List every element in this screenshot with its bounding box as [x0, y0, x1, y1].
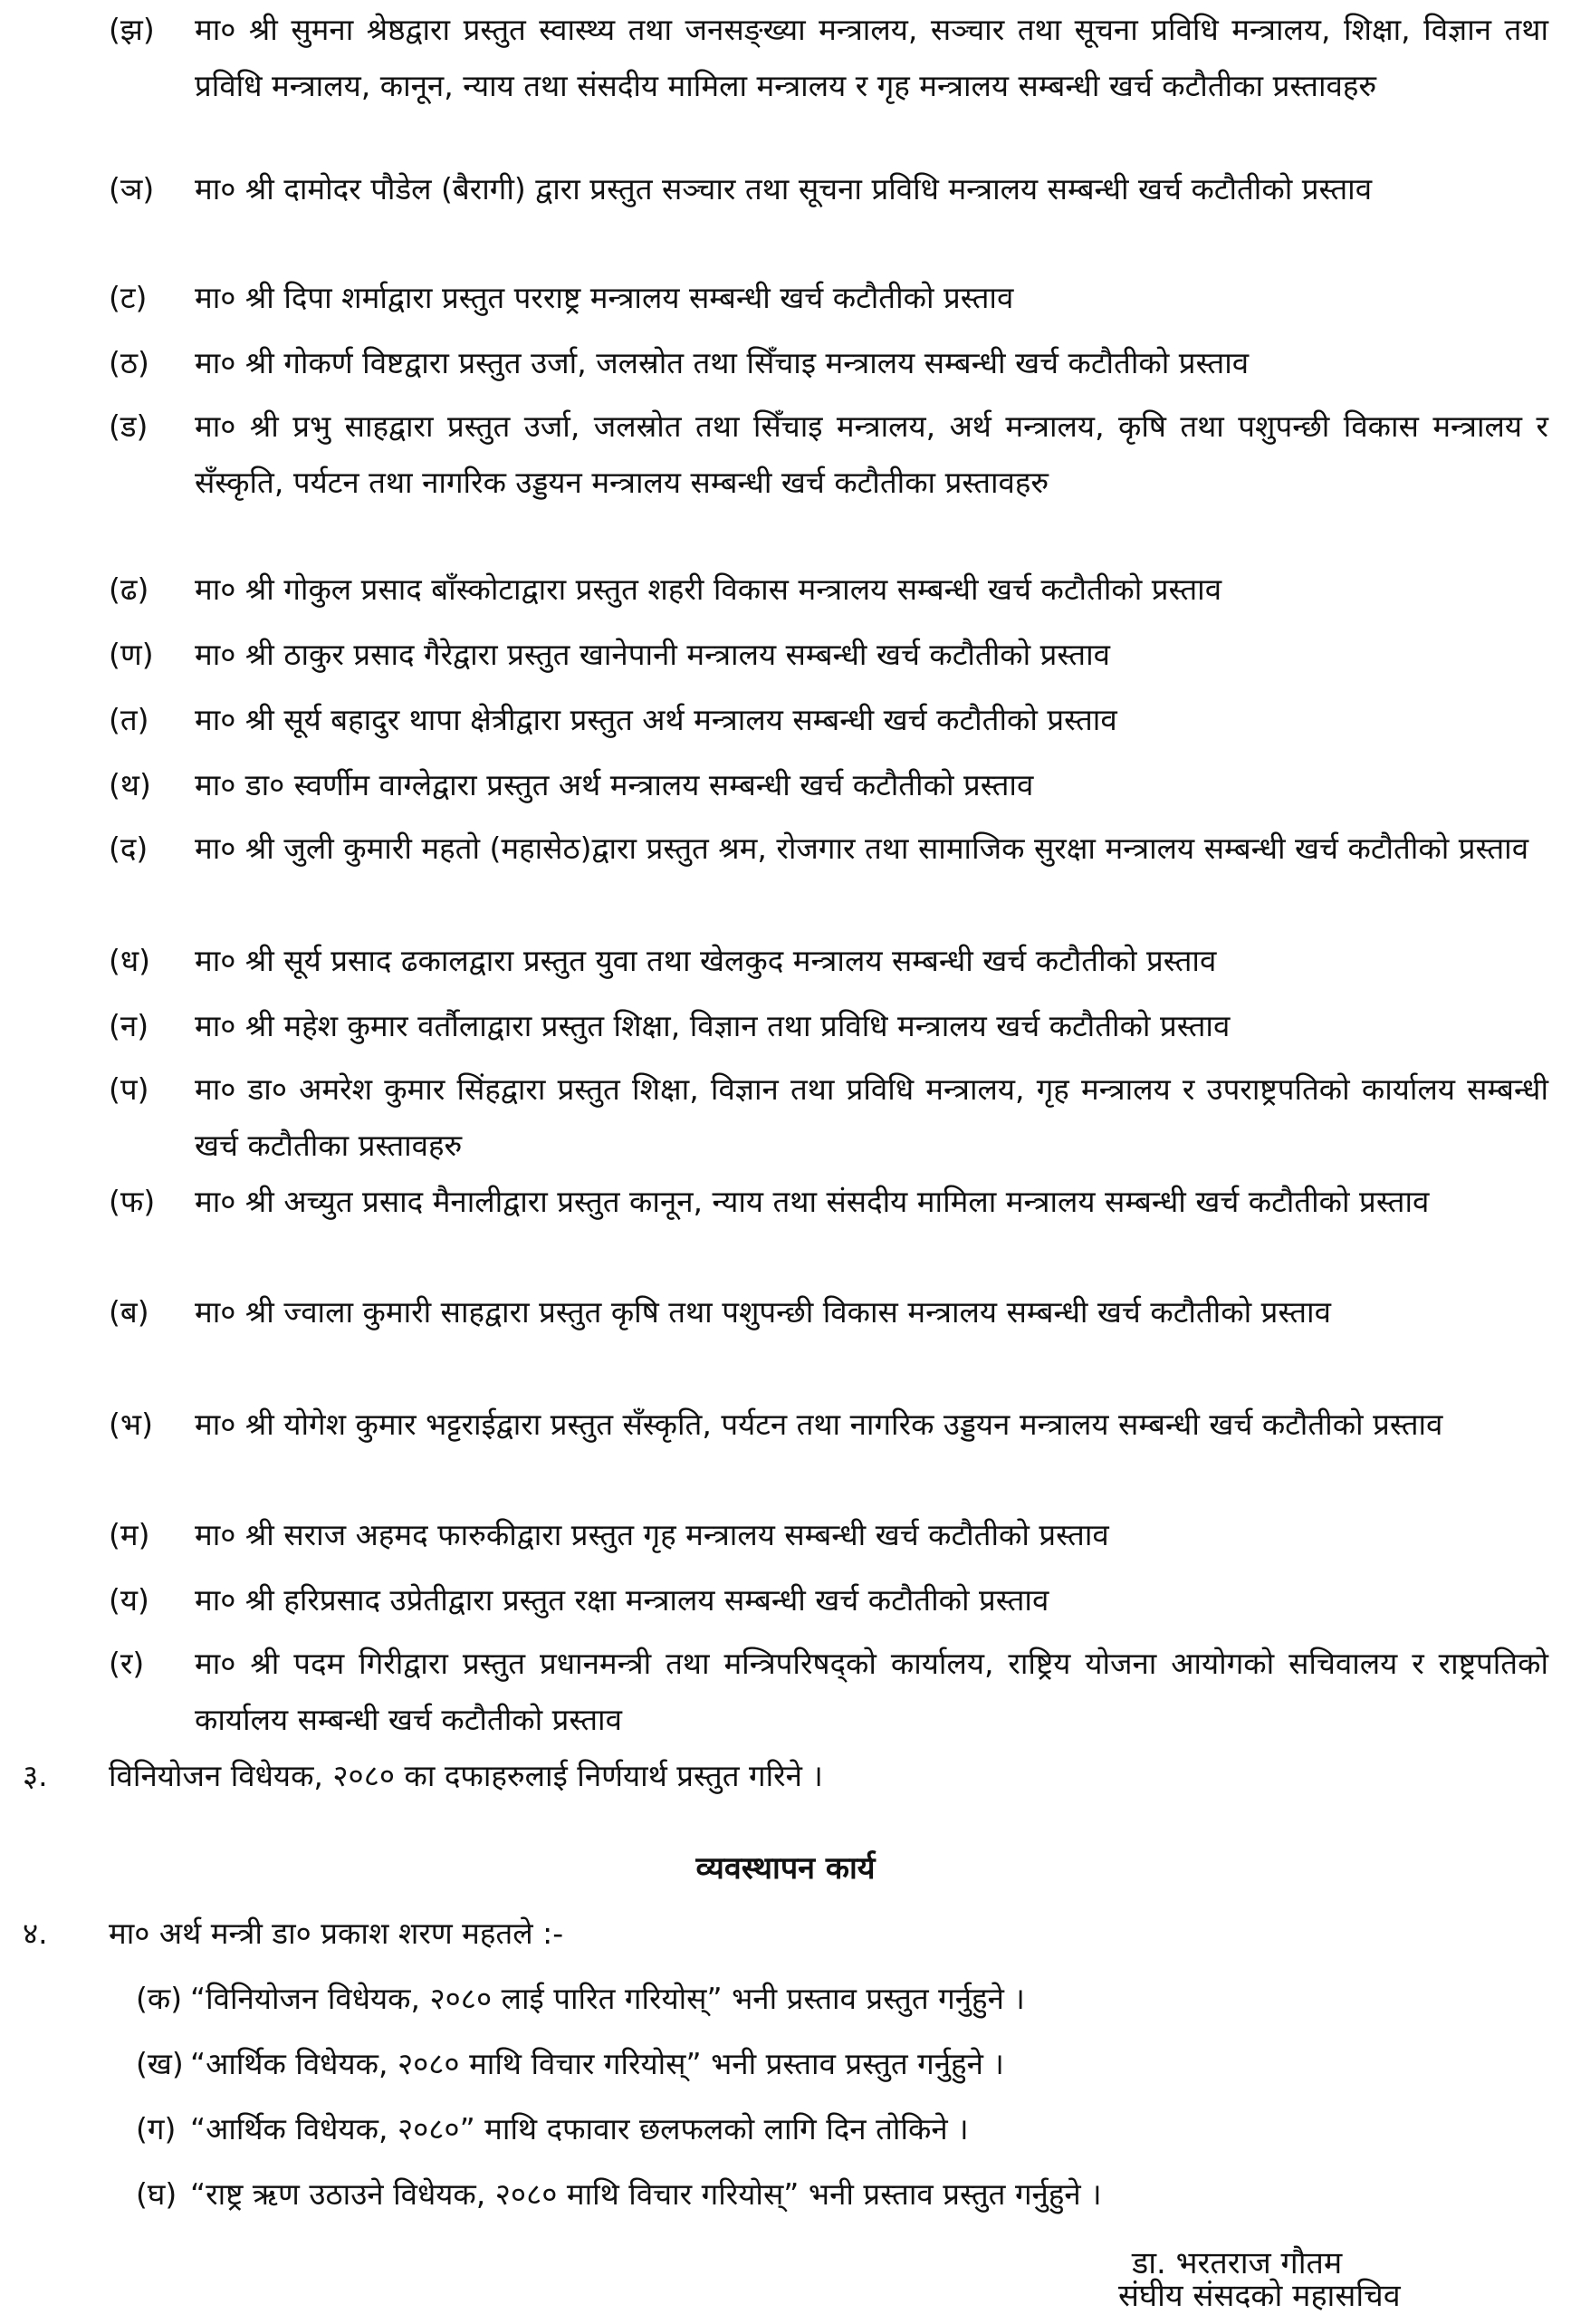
proposal-label: (थ)	[109, 767, 151, 802]
sub-item	[136, 1971, 1548, 2027]
proposal-text: मा० श्री योगेश कुमार भट्टराईद्वारा प्रस्तुत सँस्कृति, पर्यटन तथा नागरिक उड्डयन मन्त्रालय सम्बन्धी खर्च कटौतीको प्रस्ताव	[195, 1407, 1443, 1442]
proposal-label: (त)	[109, 702, 149, 737]
agenda-item-text: विनियोजन विधेयक, २०८० का दफाहरुलाई निर्णयार्थ प्रस्तुत गरिने ।	[109, 1758, 823, 1793]
proposal-label: (न)	[109, 1008, 149, 1043]
proposal-text: मा० श्री सराज अहमद फारुकीद्वारा प्रस्तुत गृह मन्त्रालय सम्बन्धी खर्च कटौतीको प्रस्ताव	[195, 1517, 1109, 1552]
sub-item-label: (घ)	[136, 2176, 177, 2212]
proposal-text: मा० श्री गोकर्ण विष्टद्वारा प्रस्तुत उर्जा, जलस्रोत तथा सिँचाइ मन्त्रालय सम्बन्धी खर्च कटौतीको प्रस्ताव	[195, 345, 1250, 380]
proposal-text: मा० श्री सूर्य बहादुर थापा क्षेत्रीद्वारा प्रस्तुत अर्थ मन्त्रालय सम्बन्धी खर्च कटौतीको प्रस्ताव	[195, 702, 1117, 737]
sub-item-text: “विनियोजन विधेयक, २०८० लाई पारित गरियोस्” भनी प्रस्ताव प्रस्तुत गर्नुहुने ।	[190, 1981, 1025, 2016]
proposal-label: (ड)	[109, 408, 148, 444]
sub-item	[136, 2036, 1548, 2092]
proposal-text: मा० श्री अच्युत प्रसाद मैनालीद्वारा प्रस्तुत कानून, न्याय तथा संसदीय मामिला मन्त्रालय सम्बन्धी खर्च कटौतीको प्रस्ताव	[195, 1184, 1430, 1219]
proposal-text: मा० श्री महेश कुमार वर्तौलाद्वारा प्रस्तुत शिक्षा, विज्ञान तथा प्रविधि मन्त्रालय खर्च कटौतीको प्रस्ताव	[195, 1008, 1231, 1043]
proposal-label: (द)	[109, 831, 148, 866]
proposal-text: मा० श्री दामोदर पौडेल (बैरागी) द्वारा प्रस्तुत सञ्चार तथा सूचना प्रविधि मन्त्रालय सम्बन्धी खर्च कटौतीको प्रस्ताव	[195, 171, 1373, 206]
proposal-label: (ध)	[109, 943, 151, 978]
sub-item-text: “आर्थिक विधेयक, २०८० माथि विचार गरियोस्” भनी प्रस्ताव प्रस्तुत गर्नुहुने ।	[190, 2046, 1004, 2081]
sub-item-label: (क)	[136, 1981, 183, 2016]
section-heading: व्यवस्थापन कार्य	[695, 1850, 876, 1887]
proposal-label: (ठ)	[109, 345, 149, 380]
proposal-text: मा० श्री पदम गिरीद्वारा प्रस्तुत प्रधानमन्त्री तथा मन्त्रिपरिषद्को कार्यालय, राष्ट्रिय योजना आयोगको सचिवालय र राष्ट्रपतिको कार्यालय सम्बन्धी खर्च कटौतीको प्रस्ताव	[195, 1646, 1548, 1737]
proposal-label: (ञ)	[109, 171, 155, 206]
proposal-text: मा० श्री सूर्य प्रसाद ढकालद्वारा प्रस्तुत युवा तथा खेलकुद मन्त्रालय सम्बन्धी खर्च कटौतीको प्रस्ताव	[195, 943, 1217, 978]
proposal-label: (र)	[109, 1646, 145, 1681]
sub-item	[136, 2101, 1548, 2157]
proposal-text: मा० श्री सुमना श्रेष्ठद्वारा प्रस्तुत स्वास्थ्य तथा जनसङ्ख्या मन्त्रालय, सञ्चार तथा सूचना प्रविधि मन्त्रालय, शिक्षा, विज्ञान तथा प्रविधि मन्त्रालय, कानून, न्याय तथा संसदीय मामिला मन्त्रालय र गृह मन्त्रालय सम्बन्धी खर्च कटौतीका प्रस्तावहरु	[195, 12, 1548, 103]
proposal-label: (फ)	[109, 1184, 156, 1219]
proposal-label: (झ)	[109, 12, 155, 47]
proposal-text: मा० श्री प्रभु साहद्वारा प्रस्तुत उर्जा, जलस्रोत तथा सिँचाइ मन्त्रालय, अर्थ मन्त्रालय, कृषि तथा पशुपन्छी विकास मन्त्रालय र सँस्कृति, पर्यटन तथा नागरिक उड्डयन मन्त्रालय सम्बन्धी खर्च कटौतीका प्रस्तावहरु	[195, 408, 1548, 500]
sub-item-label: (ग)	[136, 2111, 177, 2146]
proposal-text: मा० श्री ठाकुर प्रसाद गैरेद्वारा प्रस्तुत खानेपानी मन्त्रालय सम्बन्धी खर्च कटौतीको प्रस्ताव	[195, 637, 1110, 672]
proposal-label: (म)	[109, 1517, 150, 1552]
proposal-label: (ढ)	[109, 571, 149, 607]
proposal-label: (ण)	[109, 637, 154, 672]
proposal-label: (ट)	[109, 280, 148, 315]
proposal-text: मा० श्री दिपा शर्माद्वारा प्रस्तुत परराष्ट्र मन्त्रालय सम्बन्धी खर्च कटौतीको प्रस्ताव	[195, 280, 1014, 315]
proposal-text: मा० श्री गोकुल प्रसाद बाँस्कोटाद्वारा प्रस्तुत शहरी विकास मन्त्रालय सम्बन्धी खर्च कटौतीको प्रस्ताव	[195, 571, 1222, 607]
sub-item-text: “राष्ट्र ऋण उठाउने विधेयक, २०८० माथि विचार गरियोस्” भनी प्रस्ताव प्रस्तुत गर्नुहुने ।	[190, 2176, 1102, 2212]
sub-item-label: (ख)	[136, 2046, 184, 2081]
proposal-label: (भ)	[109, 1407, 153, 1442]
sub-item	[136, 2166, 1548, 2223]
proposal-text: मा० डा० अमरेश कुमार सिंहद्वारा प्रस्तुत शिक्षा, विज्ञान तथा प्रविधि मन्त्रालय, गृह मन्त्रालय र उपराष्ट्रपतिको कार्यालय सम्बन्धी खर्च कटौतीका प्रस्तावहरु	[195, 1071, 1548, 1163]
proposal-text: मा० श्री जुली कुमारी महतो (महासेठ)द्वारा प्रस्तुत श्रम, रोजगार तथा सामाजिक सुरक्षा मन्त्रालय सम्बन्धी खर्च कटौतीको प्रस्ताव	[195, 831, 1529, 866]
proposal-text: मा० श्री ज्वाला कुमारी साहद्वारा प्रस्तुत कृषि तथा पशुपन्छी विकास मन्त्रालय सम्बन्धी खर्च कटौतीको प्रस्ताव	[195, 1294, 1331, 1330]
proposal-text: मा० श्री हरिप्रसाद उप्रेतीद्वारा प्रस्तुत रक्षा मन्त्रालय सम्बन्धी खर्च कटौतीको प्रस्ताव	[195, 1582, 1049, 1618]
sub-item-text: “आर्थिक विधेयक, २०८०” माथि दफावार छलफलको लागि दिन तोकिने ।	[190, 2111, 969, 2146]
signatory-title: संघीय संसदको महासचिव	[1118, 2278, 1401, 2314]
proposal-label: (ब)	[109, 1294, 149, 1330]
proposal-text: मा० डा० स्वर्णीम वाग्लेद्वारा प्रस्तुत अर्थ मन्त्रालय सम्बन्धी खर्च कटौतीको प्रस्ताव	[195, 767, 1034, 802]
proposal-label: (प)	[109, 1071, 149, 1107]
signatory-name: डा. भरतराज गौतम	[1132, 2245, 1343, 2281]
proposal-label: (य)	[109, 1582, 149, 1618]
agenda-item-number: ४.	[23, 1916, 48, 1951]
agenda-item-number: ३.	[23, 1758, 48, 1793]
agenda-item-text: मा० अर्थ मन्त्री डा० प्रकाश शरण महतले :-	[109, 1916, 564, 1951]
